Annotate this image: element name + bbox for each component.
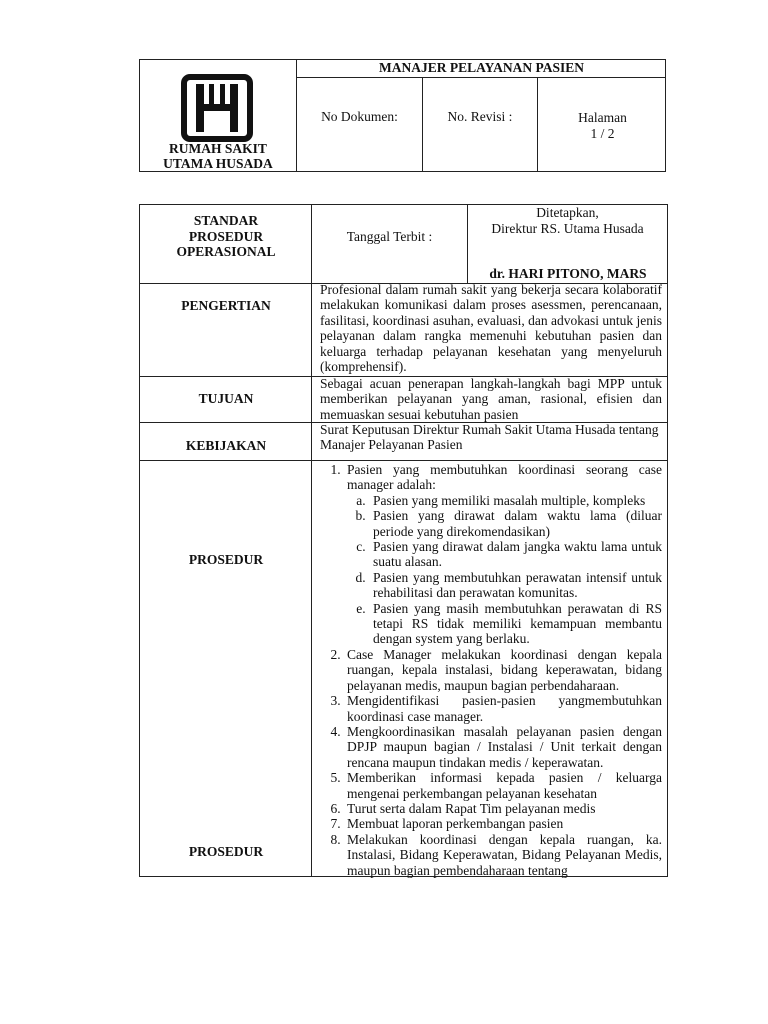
prosedur-step: 3. Mengidentifikasi pasien-pasien yangmembutuhkan koordinasi case manager. [344, 693, 662, 724]
no-dokumen-cell [297, 78, 422, 172]
prosedur-step: 6. Turut serta dalam Rapat Tim pelayanan medis [344, 801, 662, 816]
kebijakan-text: Surat Keputusan Direktur Rumah Sakit Utama Husada tentang Manajer Pelayanan Pasien [320, 422, 659, 453]
tujuan-label: TUJUAN [198, 391, 254, 406]
prosedur-step [344, 462, 662, 647]
no-revisi-cell [422, 78, 537, 172]
prosedur-substep-list [347, 493, 662, 647]
prosedur-label-2: PROSEDUR [188, 844, 264, 859]
hospital-logo-cell [140, 60, 296, 171]
prosedur-substep: a. Pasien yang memiliki masalah multiple, kompleks [369, 493, 662, 508]
document-header [139, 59, 666, 172]
pengertian-text: Profesional dalam rumah sakit yang bekerja secara kolaboratif melakukan komunikasi dalam proses asessmen, perencanaan, fasilitasi, koordinasi asuhan, evaluasi, dan advokasi untuk jenis pelayanan dalam rangka memenuhi kebutuhan pasien dan keluarga terhadap pelayanan kesehatan yang menyeluruh (komprehensif). [320, 282, 662, 375]
doc-title: MANAJER PELAYANAN PASIEN [296, 60, 666, 77]
ditetapkan-line2: Direktur RS. Utama Husada [491, 220, 644, 236]
prosedur-step: 8. Melakukan koordinasi dengan kepala ruangan, ka. Instalasi, Bidang Keperawatan, Bidang Pelayanan Medis, maupun bagian pembendaharaan tentang [344, 832, 662, 878]
tanggal-terbit-label: Tanggal Terbit : [346, 229, 433, 244]
prosedur-label: PROSEDUR [188, 552, 264, 567]
prosedur-step: 4. Mengkoordinasikan masalah pelayanan pasien dengan DPJP maupun bagian / Instalasi / Unit terkait dengan rencana maupun tindakan medis / keperawatan. [344, 724, 662, 770]
prosedur-substep: d. Pasien yang membutuhkan perawatan intensif untuk rehabilitasi dan perawatan komunitas. [369, 570, 662, 601]
sop-title-line2: PROSEDUR [188, 228, 264, 244]
no-revisi-label: No. Revisi : [447, 109, 513, 124]
hospital-h-logo-icon [181, 74, 253, 142]
hospital-name-line2: UTAMA HUSADA [163, 156, 273, 171]
prosedur-step: 2. Case Manager melakukan koordinasi dengan kepala ruangan, kepala instalasi, bidang keperawatan, bidang pelayanan medis, maupun bagian perbendaharaan. [344, 647, 662, 693]
prosedur-step: 7. Membuat laporan perkembangan pasien [344, 816, 662, 831]
sop-title [140, 213, 312, 260]
ditetapkan-line1: Ditetapkan, [536, 205, 599, 220]
tujuan-text: Sebagai acuan penerapan langkah-langkah bagi MPP untuk memberikan pelayanan yang aman, rasional, efisien dan memuaskan sesuai kebutuhan pasien [320, 376, 662, 422]
prosedur-step-list [320, 462, 662, 878]
halaman-value: 1 / 2 [590, 126, 615, 141]
tanggal-terbit-cell [312, 205, 467, 283]
hospital-name-line1: RUMAH SAKIT [169, 141, 267, 156]
prosedur-substep: b. Pasien yang dirawat dalam waktu lama (diluar periode yang direkomendasikan) [369, 508, 662, 539]
director-name: dr. HARI PITONO, MARS [489, 266, 647, 281]
doc-info-row [296, 77, 666, 171]
no-dokumen-label: No Dokumen: [321, 109, 398, 124]
prosedur-steps [320, 462, 662, 878]
ditetapkan-cell [467, 205, 667, 283]
halaman-cell [537, 78, 667, 172]
prosedur-substep: c. Pasien yang dirawat dalam jangka waktu lama untuk suatu alasan. [369, 539, 662, 570]
sop-table [139, 204, 668, 877]
prosedur-step-1-text: Pasien yang membutuhkan koordinasi seorang case manager adalah: [347, 462, 662, 493]
sop-title-line3: OPERASIONAL [176, 244, 276, 259]
pengertian-label: PENGERTIAN [181, 298, 271, 313]
row-divider-prosedur [140, 460, 667, 461]
prosedur-step: 5. Memberikan informasi kepada pasien / keluarga mengenai perkembangan pelayanan kesehatan [344, 770, 662, 801]
sop-title-line1: STANDAR [193, 213, 259, 228]
kebijakan-label: KEBIJAKAN [185, 438, 267, 453]
prosedur-substep: e. Pasien yang masih membutuhkan perawatan di RS tetapi RS tidak memiliki kemampuan membantu dengan system yang berlaku. [369, 601, 662, 647]
halaman-label: Halaman [578, 110, 627, 125]
